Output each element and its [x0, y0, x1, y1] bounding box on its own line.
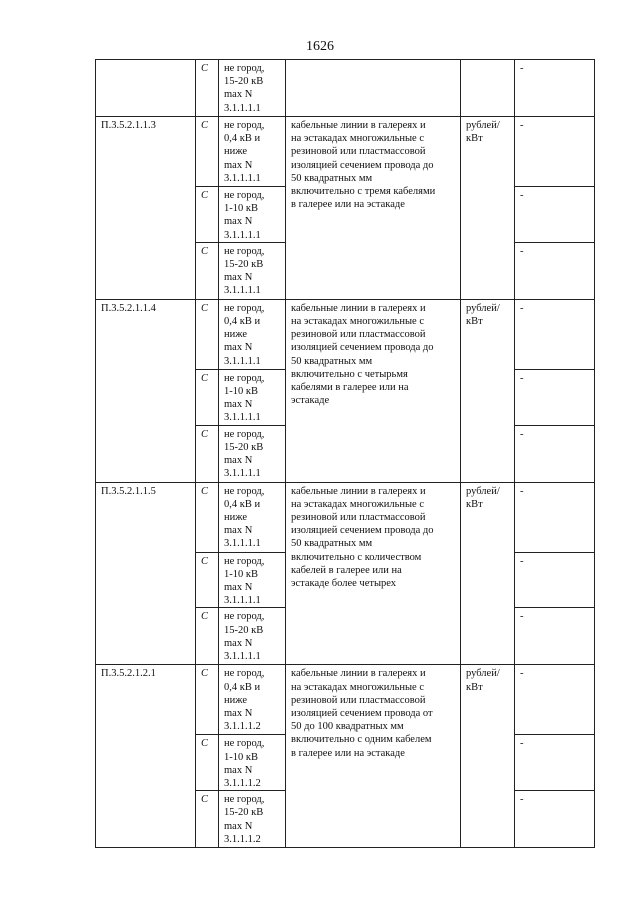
value-cell: -: [515, 665, 595, 735]
text-line: включительно с количеством: [291, 551, 422, 563]
text-line: на эстакадах многожильные с: [291, 133, 424, 145]
category-letter-cell: С: [196, 187, 219, 243]
value-cell: -: [515, 369, 595, 425]
text-line: кВт: [466, 498, 483, 510]
text-line: не город,: [224, 63, 265, 74]
text-line: 15-20 кВ: [224, 259, 264, 271]
text-line: на эстакадах многожильные с: [291, 681, 424, 693]
text-line: 0,4 кВ и: [224, 498, 261, 510]
text-line: рублей/: [466, 668, 500, 680]
text-line: включительно с тремя кабелями: [291, 186, 436, 198]
text-line: 15-20 кВ: [224, 807, 264, 819]
text-line: изоляцией сечением провода от: [291, 708, 433, 720]
text-line: не город,: [224, 428, 265, 440]
text-line: кабелей в галерее или на: [291, 564, 402, 576]
item-code-cell: П.3.5.2.1.1.3: [96, 117, 196, 300]
description-cell: [286, 665, 461, 848]
value-cell: -: [515, 299, 595, 369]
condition-cell: [219, 117, 286, 187]
text-line: 0,4 кВ и: [224, 133, 261, 145]
text-line: max N: [224, 820, 253, 832]
text-line: эстакаде более четырех: [291, 578, 397, 590]
text-line: в галерее или на эстакаде: [291, 747, 405, 759]
text-line: не город,: [224, 668, 265, 680]
text-line: max N: [224, 455, 253, 467]
text-line: max N: [224, 399, 253, 411]
text-line: 3.1.1.1.1: [224, 412, 261, 424]
description-cell: [286, 60, 461, 117]
condition-cell: [219, 665, 286, 735]
description-cell: [286, 299, 461, 482]
text-line: не город,: [224, 245, 265, 257]
text-line: 3.1.1.1.2: [224, 833, 261, 845]
text-line: ниже: [224, 512, 248, 524]
condition-cell: [219, 791, 286, 848]
table-row: [96, 665, 595, 735]
text-line: не город,: [224, 120, 265, 131]
category-letter-cell: С: [196, 791, 219, 848]
condition-cell: [219, 482, 286, 552]
text-line: max N: [224, 582, 253, 594]
text-line: max N: [224, 764, 253, 776]
text-line: включительно с четырьмя: [291, 368, 408, 380]
text-line: 15-20 кВ: [224, 624, 264, 636]
text-line: max N: [224, 525, 253, 537]
text-line: изоляцией сечением провода до: [291, 525, 434, 537]
text-line: ниже: [224, 146, 248, 158]
value-cell: -: [515, 791, 595, 848]
condition-cell: [219, 242, 286, 299]
text-line: изоляцией сечением провода до: [291, 342, 434, 354]
text-line: max N: [224, 159, 253, 171]
text-line: кВт: [466, 316, 483, 328]
condition-cell: [219, 735, 286, 791]
condition-cell: [219, 299, 286, 369]
text-line: 3.1.1.1.1: [224, 595, 261, 607]
text-line: не город,: [224, 611, 265, 623]
code-cell: [96, 60, 196, 117]
value-cell: -: [515, 60, 595, 117]
value-cell: -: [515, 608, 595, 665]
condition-cell: [219, 608, 286, 665]
item-code-cell: П.3.5.2.1.2.1: [96, 665, 196, 848]
table-row: [96, 60, 595, 117]
text-line: включительно с одним кабелем: [291, 734, 432, 746]
text-line: не город,: [224, 794, 265, 806]
text-line: 1-10 кВ: [224, 751, 258, 763]
text-line: max N: [224, 272, 253, 284]
text-line: 3.1.1.1.1: [224, 355, 261, 367]
text-line: в галерее или на эстакаде: [291, 199, 405, 211]
text-line: кабельные линии в галереях и: [291, 302, 426, 314]
category-letter-cell: С: [196, 117, 219, 187]
item-code-cell: П.3.5.2.1.1.5: [96, 482, 196, 665]
text-line: 1-10 кВ: [224, 568, 258, 580]
category-letter-cell: С: [196, 60, 219, 117]
page-number: 1626: [306, 39, 334, 54]
item-code-cell: П.3.5.2.1.1.4: [96, 299, 196, 482]
condition-cell: [219, 369, 286, 425]
text-line: 3.1.1.1.1: [224, 229, 261, 241]
text-line: не город,: [224, 738, 265, 750]
category-letter-cell: С: [196, 369, 219, 425]
text-line: 0,4 кВ и: [224, 316, 261, 328]
text-line: резиновой или пластмассовой: [291, 329, 426, 341]
category-letter-cell: С: [196, 425, 219, 482]
text-line: не город,: [224, 372, 265, 384]
category-letter-cell: С: [196, 299, 219, 369]
text-line: 50 квадратных мм: [291, 355, 373, 367]
text-line: рублей/: [466, 120, 500, 131]
text-line: 1-10 кВ: [224, 386, 258, 398]
text-line: не город,: [224, 302, 265, 314]
text-line: 3.1.1.1.1: [224, 285, 261, 297]
category-letter-cell: С: [196, 242, 219, 299]
text-line: кабельные линии в галереях и: [291, 668, 426, 680]
category-letter-cell: С: [196, 482, 219, 552]
description-cell: [286, 482, 461, 665]
table-row: [96, 117, 595, 187]
text-line: 50 квадратных мм: [291, 538, 373, 550]
text-line: ниже: [224, 329, 248, 341]
text-line: 50 квадратных мм: [291, 172, 373, 184]
text-line: резиновой или пластмассовой: [291, 512, 426, 524]
text-line: не город,: [224, 555, 265, 567]
category-letter-cell: С: [196, 608, 219, 665]
value-cell: -: [515, 735, 595, 791]
text-line: эстакаде: [291, 395, 330, 407]
text-line: кВт: [466, 133, 483, 145]
text-line: 3.1.1.1.1: [224, 538, 261, 550]
unit-cell: [461, 482, 515, 665]
text-line: max N: [224, 89, 253, 101]
text-line: на эстакадах многожильные с: [291, 498, 424, 510]
text-line: кабельные линии в галереях и: [291, 120, 426, 131]
text-line: рублей/: [466, 485, 500, 497]
text-line: 15-20 кВ: [224, 441, 264, 453]
unit-cell: [461, 117, 515, 300]
text-line: изоляцией сечением провода до: [291, 159, 434, 171]
text-line: кабельные линии в галереях и: [291, 485, 426, 497]
tariff-table: [95, 59, 595, 848]
unit-cell: [461, 665, 515, 848]
text-line: 3.1.1.1.2: [224, 778, 261, 790]
table-row: [96, 299, 595, 369]
value-cell: -: [515, 117, 595, 187]
text-line: max N: [224, 342, 253, 354]
text-line: max N: [224, 216, 253, 228]
unit-cell: [461, 299, 515, 482]
text-line: max N: [224, 637, 253, 649]
text-line: резиновой или пластмассовой: [291, 694, 426, 706]
text-line: кабелями в галерее или на: [291, 382, 409, 394]
table-row: [96, 482, 595, 552]
text-line: 3.1.1.1.1: [224, 102, 261, 114]
text-line: 0,4 кВ и: [224, 681, 261, 693]
text-line: 3.1.1.1.1: [224, 468, 261, 480]
category-letter-cell: С: [196, 552, 219, 608]
value-cell: -: [515, 242, 595, 299]
unit-cell: [461, 60, 515, 117]
text-line: 3.1.1.1.1: [224, 651, 261, 663]
category-letter-cell: С: [196, 665, 219, 735]
text-line: 50 до 100 квадратных мм: [291, 721, 404, 733]
value-cell: -: [515, 187, 595, 243]
text-line: 15-20 кВ: [224, 76, 264, 88]
text-line: 3.1.1.1.2: [224, 721, 261, 733]
text-line: рублей/: [466, 302, 500, 314]
text-line: на эстакадах многожильные с: [291, 316, 424, 328]
text-line: не город,: [224, 485, 265, 497]
text-line: кВт: [466, 681, 483, 693]
value-cell: -: [515, 552, 595, 608]
text-line: 3.1.1.1.1: [224, 172, 261, 184]
condition-cell: [219, 60, 286, 117]
text-line: 1-10 кВ: [224, 203, 258, 215]
text-line: резиновой или пластмассовой: [291, 146, 426, 158]
value-cell: -: [515, 425, 595, 482]
text-line: не город,: [224, 190, 265, 201]
value-cell: -: [515, 482, 595, 552]
category-letter-cell: С: [196, 735, 219, 791]
condition-cell: [219, 552, 286, 608]
text-line: ниже: [224, 694, 248, 706]
condition-cell: [219, 425, 286, 482]
description-cell: [286, 117, 461, 300]
text-line: max N: [224, 708, 253, 720]
condition-cell: [219, 187, 286, 243]
